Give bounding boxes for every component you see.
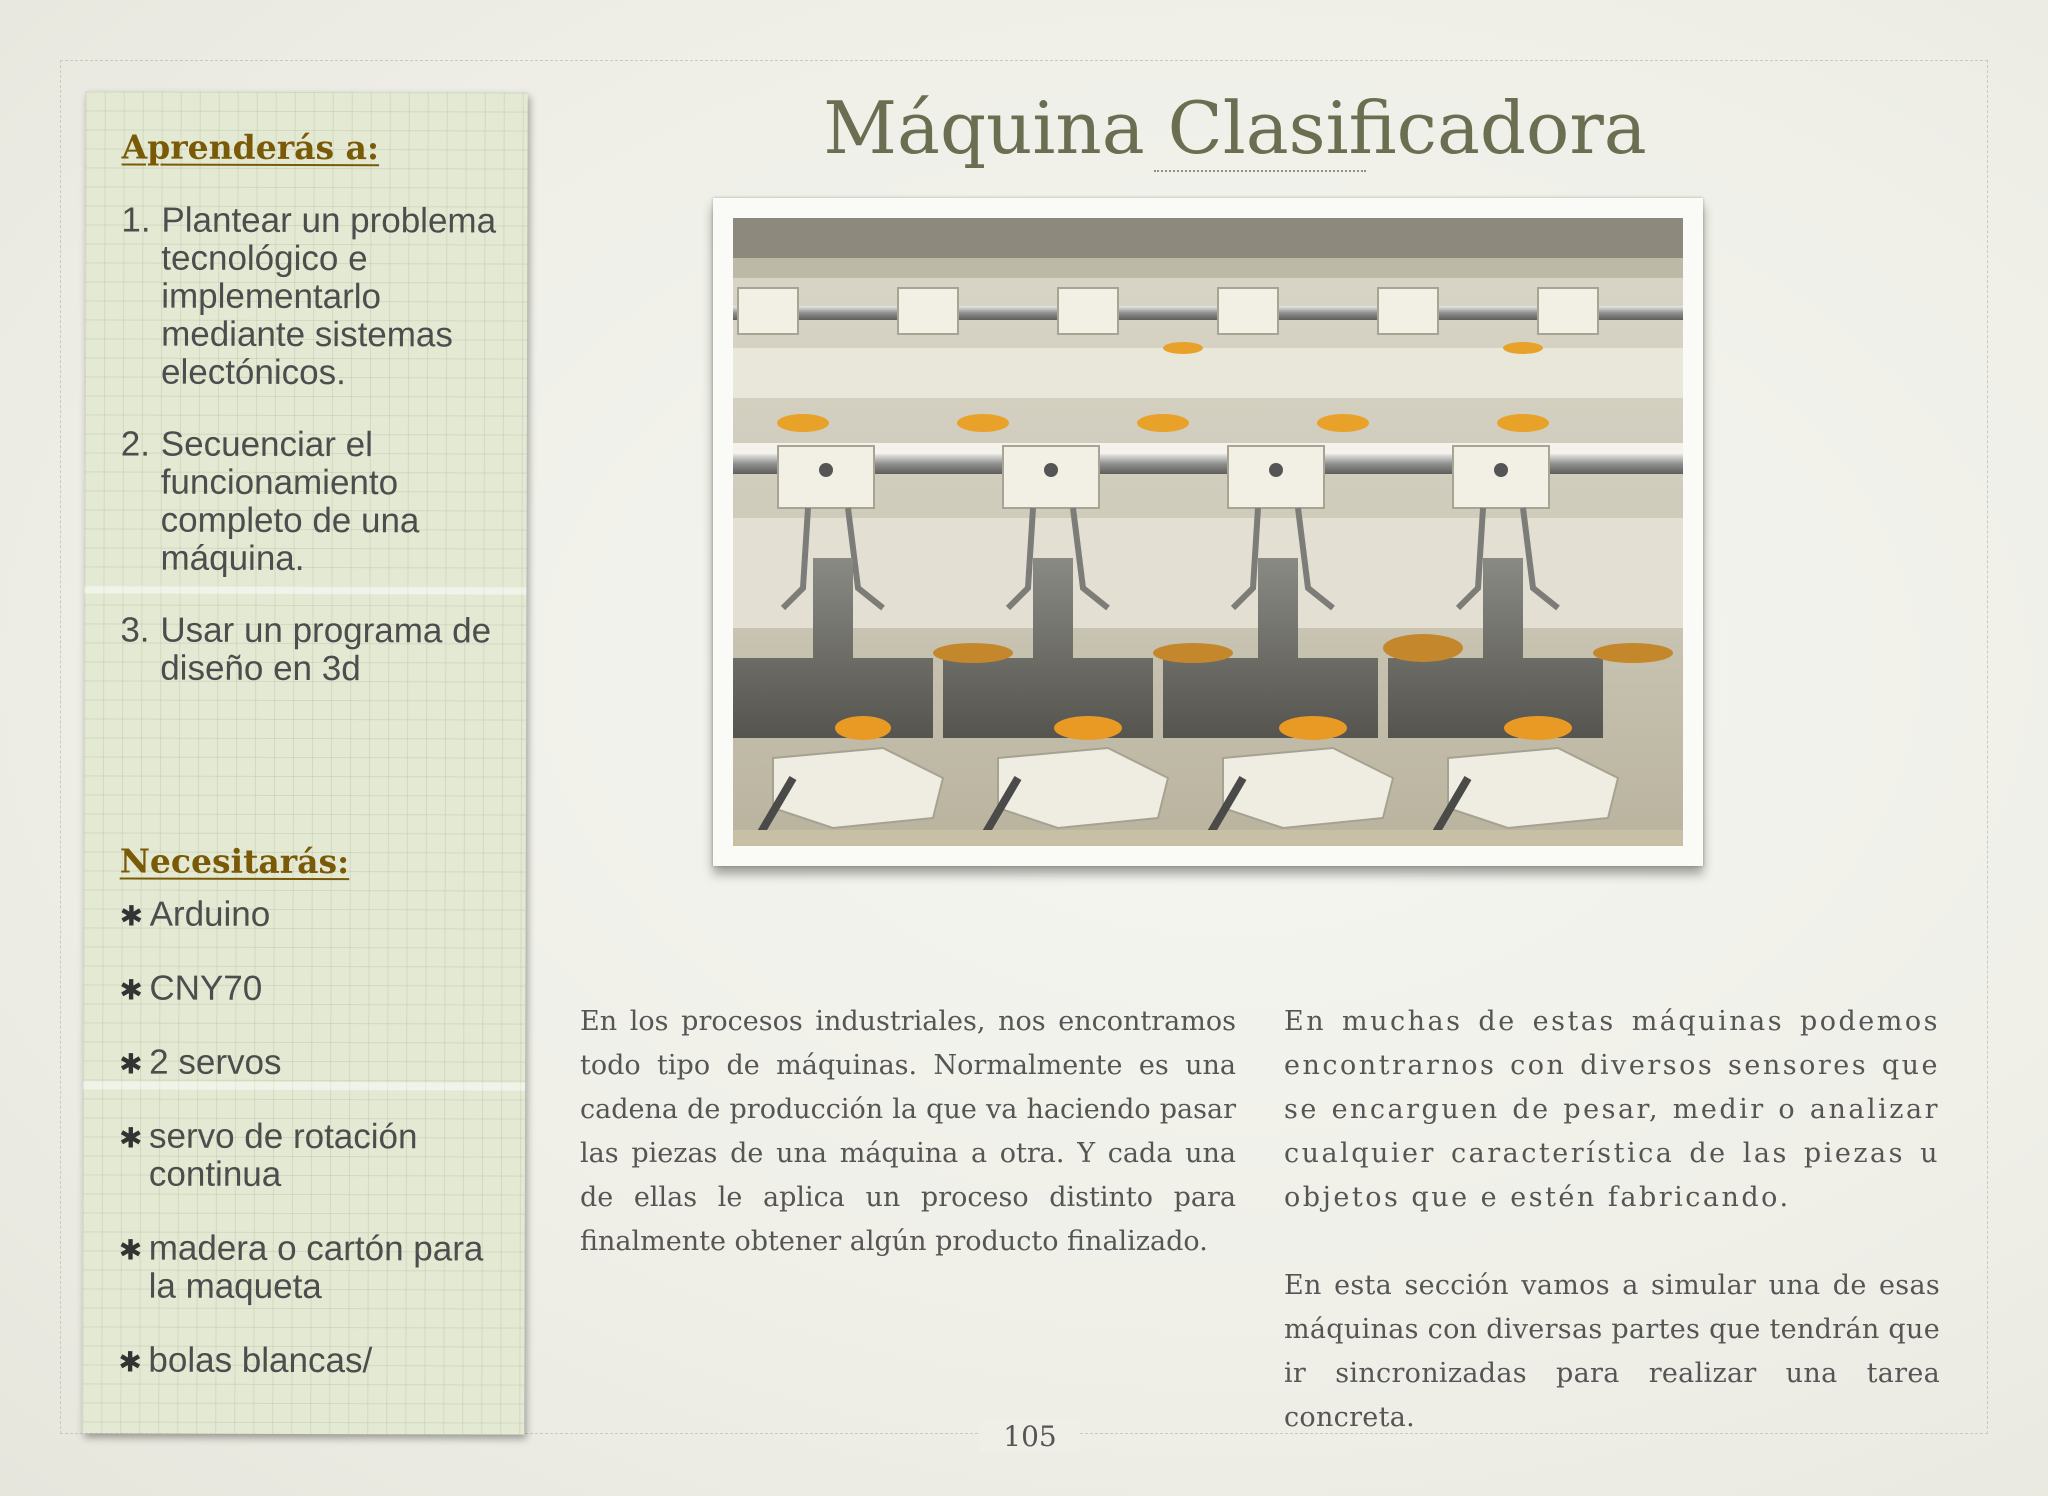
need-list	[118, 896, 499, 1417]
list-text: Arduino	[149, 894, 271, 934]
paragraph: En muchas de estas máquinas podemos encontrarnos con diversos sensores que se encarguen de pesar, medir o analizar cualquier característica de las piezas u objetos que e estén fabricando.	[1284, 1006, 1940, 1213]
learn-heading: Aprenderás a:	[121, 127, 380, 168]
list-item	[119, 970, 499, 1009]
text-column-right	[1284, 1000, 1940, 1484]
list-text: Plantear un problema tecnológico e implementarlo mediante sistemas electónicos.	[160, 200, 497, 393]
paragraph: En esta sección vamos a simular una de esas máquinas con diversas partes que tendrán que ir sincronizadas para realizar una tarea concreta.	[1284, 1270, 1940, 1433]
text-column-left	[580, 1000, 1236, 1308]
paragraph: En los procesos industriales, nos encontramos todo tipo de máquinas. Normalmente es una cadena de producción la que va haciendo pasar las piezas de una máquina a otra. Y cada una de ellas le aplica un proceso distinto para finalmente obtener algún producto finalizado.	[580, 1006, 1236, 1257]
list-text: 2 servos	[149, 1042, 282, 1082]
list-text: madera o cartón para la maqueta	[148, 1228, 484, 1307]
list-item	[121, 202, 501, 393]
title-underline	[1154, 170, 1366, 172]
list-text: Usar un programa de diseño en 3d	[160, 610, 492, 689]
machine-photo-illustration	[733, 218, 1683, 846]
bullet-icon: ✱	[119, 900, 144, 932]
bullet-icon: ✱	[119, 974, 143, 1006]
list-text: CNY70	[149, 968, 263, 1008]
list-item	[120, 426, 500, 579]
list-number: 1.	[121, 200, 151, 240]
list-item	[119, 1230, 499, 1307]
need-heading: Necesitarás:	[119, 841, 350, 882]
bullet-icon: ✱	[118, 1122, 143, 1154]
list-number: 3.	[120, 610, 150, 650]
page-number: 105	[980, 1420, 1080, 1453]
learn-list	[120, 202, 501, 723]
list-item	[119, 1044, 499, 1083]
list-item	[120, 612, 500, 689]
bullet-icon: ✱	[118, 1346, 142, 1378]
sidebar-note	[82, 91, 528, 1434]
machine-photo	[713, 198, 1703, 866]
list-number: 2.	[120, 424, 151, 464]
page-title: Máquina Clasificadora	[823, 86, 1647, 170]
list-item	[119, 1118, 499, 1195]
list-text: Secuenciar el funcionamiento completo de una máquina.	[160, 424, 420, 578]
list-item	[120, 896, 500, 935]
list-item	[118, 1342, 498, 1381]
bullet-icon: ✱	[119, 1048, 143, 1080]
bullet-icon: ✱	[118, 1234, 143, 1266]
list-text: servo de rotación continua	[148, 1116, 418, 1194]
list-text: bolas blancas/	[148, 1340, 373, 1381]
